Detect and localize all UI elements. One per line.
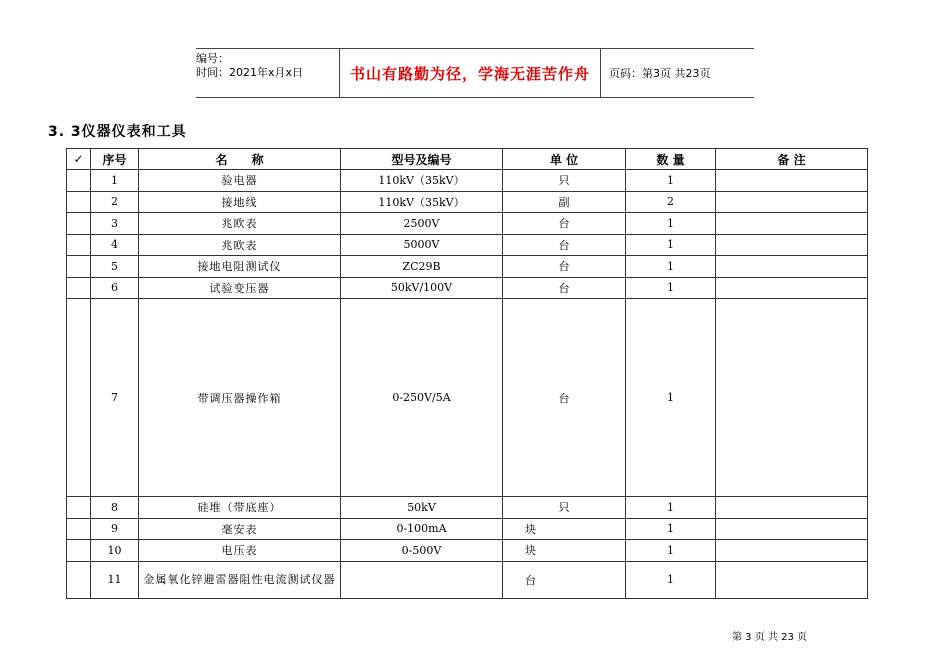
- row-note: [716, 191, 868, 213]
- table-row: [67, 256, 868, 278]
- row-model: [341, 561, 503, 598]
- row-no: 3: [91, 213, 139, 235]
- row-model: 0-250V/5A: [341, 299, 503, 497]
- table-row: [67, 277, 868, 299]
- row-note: [716, 213, 868, 235]
- row-unit: 台: [503, 561, 626, 598]
- row-no: 7: [91, 299, 139, 497]
- row-name: 试验变压器: [139, 277, 341, 299]
- row-qty: 1: [626, 299, 716, 497]
- check-cell: [67, 497, 91, 519]
- row-unit: 块: [503, 518, 626, 540]
- row-qty: 1: [626, 170, 716, 192]
- page-footer: 第 3 页 共 23 页: [732, 632, 807, 643]
- instruments-table: [66, 148, 868, 599]
- row-name: 接地电阻测试仪: [139, 256, 341, 278]
- row-no: 8: [91, 497, 139, 519]
- header-motto: 书山有路勤为径，学海无涯苦作舟: [339, 49, 601, 97]
- row-no: 4: [91, 234, 139, 256]
- check-cell: [67, 191, 91, 213]
- col-model: 型号及编号: [341, 149, 503, 170]
- table-row: [67, 299, 868, 497]
- check-cell: [67, 299, 91, 497]
- col-check: ✓: [67, 149, 91, 170]
- table-row: [67, 213, 868, 235]
- row-qty: 1: [626, 213, 716, 235]
- row-note: [716, 497, 868, 519]
- row-qty: 1: [626, 256, 716, 278]
- table-row: [67, 518, 868, 540]
- row-unit: 台: [503, 234, 626, 256]
- row-model: 50kV/100V: [341, 277, 503, 299]
- row-model: ZC29B: [341, 256, 503, 278]
- row-no: 1: [91, 170, 139, 192]
- row-note: [716, 256, 868, 278]
- table-row: [67, 191, 868, 213]
- table-row: [67, 561, 868, 598]
- row-qty: 1: [626, 277, 716, 299]
- row-unit: 台: [503, 256, 626, 278]
- row-name: 电压表: [139, 540, 341, 562]
- col-note: 备 注: [716, 149, 868, 170]
- row-name: 验电器: [139, 170, 341, 192]
- row-note: [716, 234, 868, 256]
- row-no: 5: [91, 256, 139, 278]
- row-qty: 1: [626, 561, 716, 598]
- col-no: 序号: [91, 149, 139, 170]
- col-unit: 单 位: [503, 149, 626, 170]
- col-qty: 数 量: [626, 149, 716, 170]
- row-name: 毫安表: [139, 518, 341, 540]
- check-cell: [67, 277, 91, 299]
- table-row: [67, 170, 868, 192]
- row-model: 0-100mA: [341, 518, 503, 540]
- check-cell: [67, 561, 91, 598]
- header-page-code: 页码：第3页 共23页: [609, 67, 711, 80]
- table-row: [67, 234, 868, 256]
- row-model: 0-500V: [341, 540, 503, 562]
- code-label: 编号：: [196, 52, 229, 65]
- row-note: [716, 540, 868, 562]
- row-unit: 副: [503, 191, 626, 213]
- row-name: 兆欧表: [139, 234, 341, 256]
- row-no: 2: [91, 191, 139, 213]
- row-model: 50kV: [341, 497, 503, 519]
- row-name: 接地线: [139, 191, 341, 213]
- check-cell: [67, 170, 91, 192]
- row-no: 6: [91, 277, 139, 299]
- row-no: 10: [91, 540, 139, 562]
- row-name: 兆欧表: [139, 213, 341, 235]
- row-no: 11: [91, 561, 139, 598]
- page-header: [196, 48, 754, 98]
- table-row: [67, 540, 868, 562]
- row-note: [716, 277, 868, 299]
- time-label: 时间：2021年x月x日: [196, 66, 304, 79]
- row-qty: 1: [626, 540, 716, 562]
- check-cell: [67, 540, 91, 562]
- table-header-row: [67, 149, 868, 170]
- check-cell: [67, 213, 91, 235]
- row-qty: 1: [626, 497, 716, 519]
- row-qty: 2: [626, 191, 716, 213]
- row-model: 5000V: [341, 234, 503, 256]
- header-info-cell: [196, 49, 339, 97]
- row-name: 金属氧化锌避雷器阻性电流测试仪器: [139, 561, 341, 598]
- row-no: 9: [91, 518, 139, 540]
- row-unit: 台: [503, 213, 626, 235]
- row-note: [716, 299, 868, 497]
- table-row: [67, 497, 868, 519]
- row-model: 110kV（35kV）: [341, 191, 503, 213]
- check-cell: [67, 518, 91, 540]
- check-cell: [67, 256, 91, 278]
- row-unit: 块: [503, 540, 626, 562]
- row-note: [716, 561, 868, 598]
- section-title: 3. 3仪器仪表和工具: [48, 124, 187, 140]
- row-unit: 台: [503, 277, 626, 299]
- row-model: 2500V: [341, 213, 503, 235]
- row-unit: 台: [503, 299, 626, 497]
- row-name: 硅堆（带底座）: [139, 497, 341, 519]
- row-unit: 只: [503, 497, 626, 519]
- row-model: 110kV（35kV）: [341, 170, 503, 192]
- row-note: [716, 170, 868, 192]
- row-unit: 只: [503, 170, 626, 192]
- row-name: 带调压器操作箱: [139, 299, 341, 497]
- row-note: [716, 518, 868, 540]
- row-qty: 1: [626, 518, 716, 540]
- check-cell: [67, 234, 91, 256]
- row-qty: 1: [626, 234, 716, 256]
- col-name: 名 称: [139, 149, 341, 170]
